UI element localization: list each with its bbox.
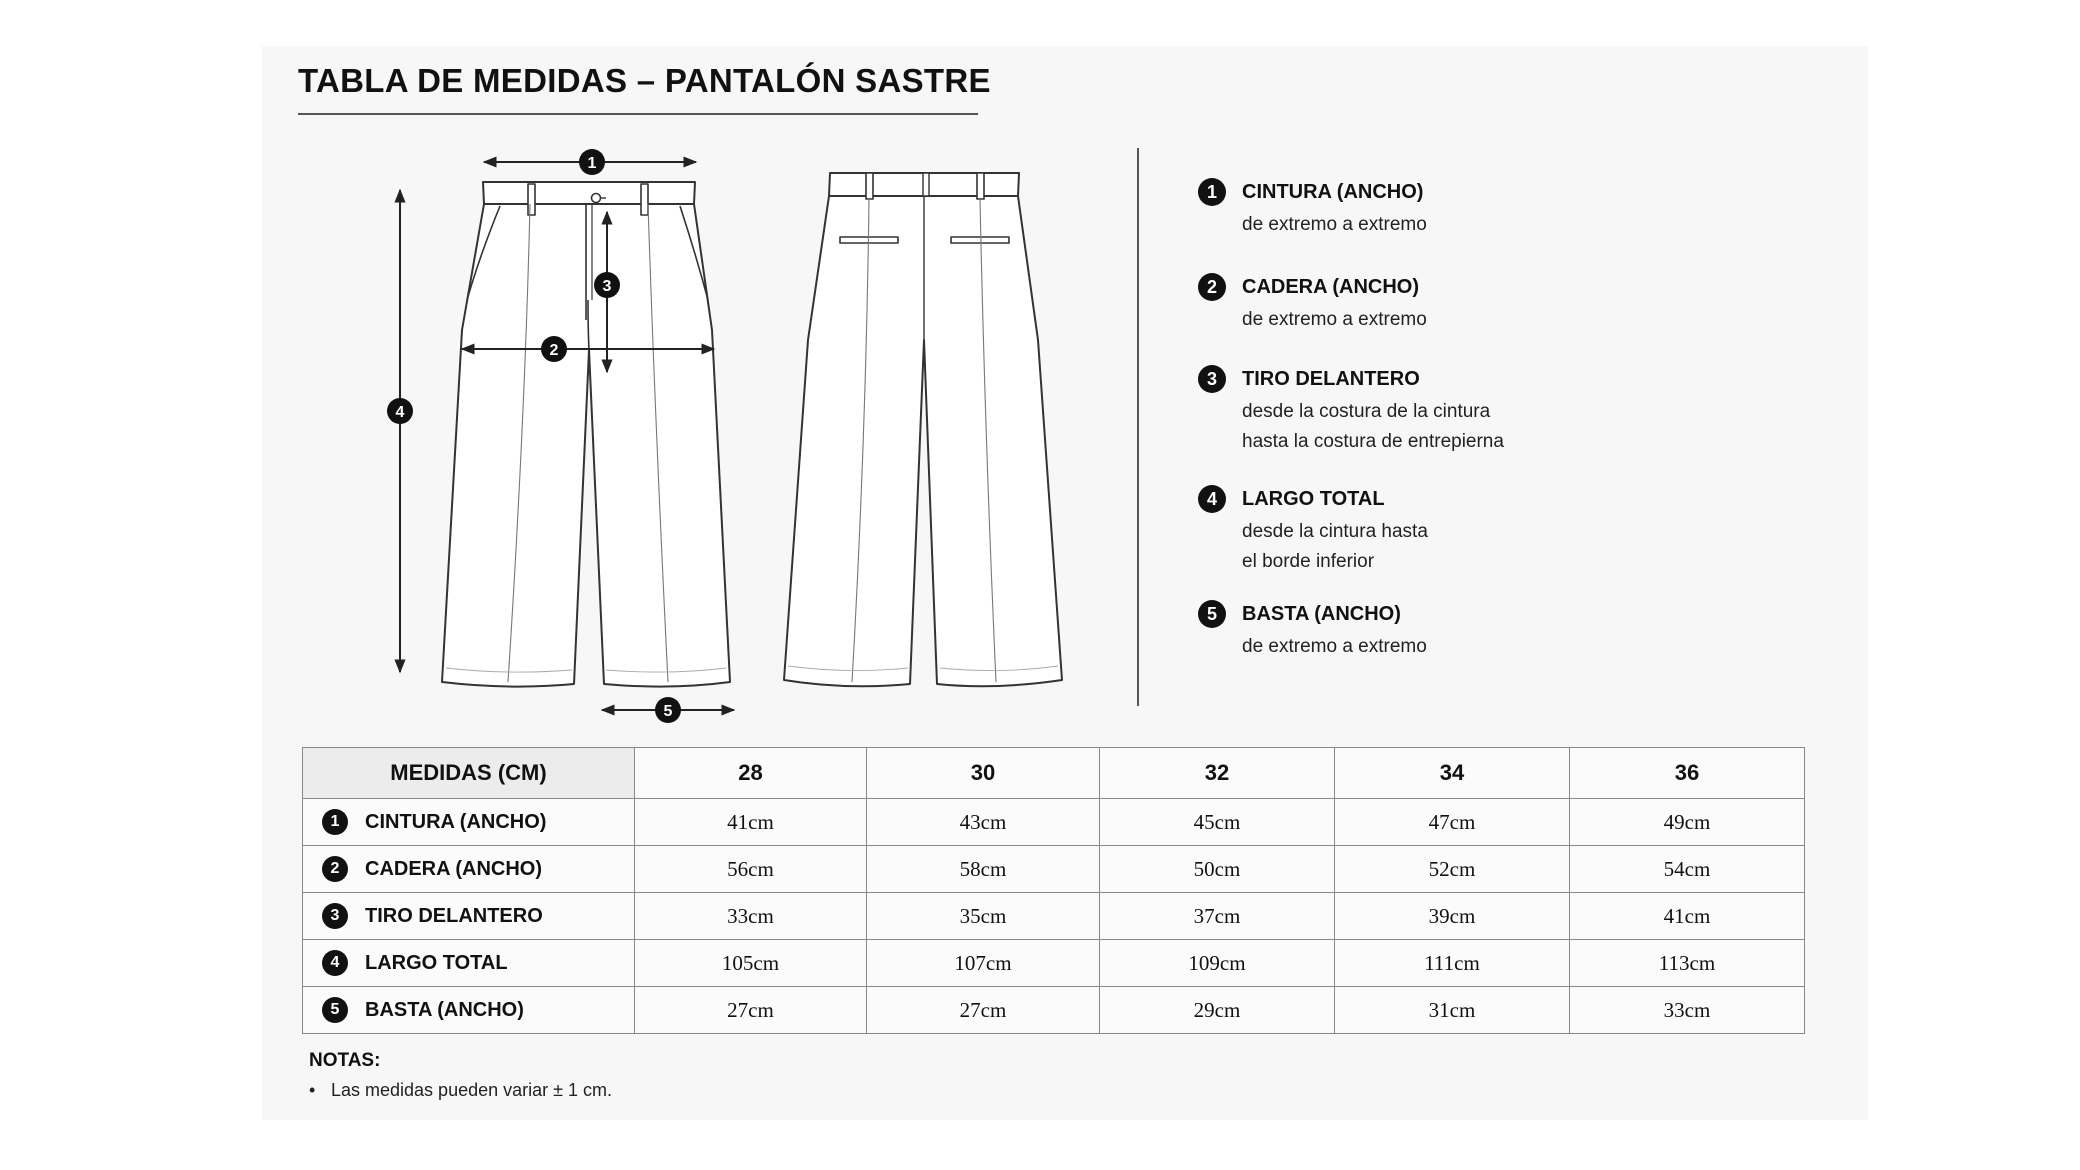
legend-description: de extremo a extremo [1242, 214, 1427, 235]
row-label: CINTURA (ANCHO) [365, 811, 547, 833]
table-cell: 37cm [1100, 893, 1335, 940]
row-number: 5 [322, 997, 348, 1023]
row-number: 4 [322, 950, 348, 976]
table-cell: 50cm [1100, 846, 1335, 893]
marker-3 [594, 272, 620, 298]
row-label-cell [303, 987, 635, 1034]
size-header: 30 [867, 748, 1100, 799]
notes-title: NOTAS: [309, 1050, 381, 1071]
table-cell: 47cm [1335, 799, 1570, 846]
row-number: 1 [322, 809, 348, 835]
marker-4-label: 4 [395, 404, 405, 421]
size-header: 28 [635, 748, 867, 799]
table-cell: 49cm [1570, 799, 1805, 846]
legend-description: de extremo a extremo [1242, 636, 1427, 657]
table-row [303, 987, 1805, 1034]
table-row [303, 846, 1805, 893]
marker-5 [655, 697, 681, 723]
table-cell: 56cm [635, 846, 867, 893]
table-cell: 45cm [1100, 799, 1335, 846]
notes-item [309, 1080, 612, 1101]
size-header: 34 [1335, 748, 1570, 799]
marker-2-label: 2 [549, 342, 559, 359]
legend-description: desde la cintura hasta [1242, 521, 1428, 542]
table-cell: 111cm [1335, 940, 1570, 987]
table-cell: 27cm [867, 987, 1100, 1034]
table-cell: 58cm [867, 846, 1100, 893]
vertical-divider [1137, 148, 1139, 706]
row-label: LARGO TOTAL [365, 952, 508, 974]
front-view-trousers [442, 182, 730, 687]
page-title: TABLA DE MEDIDAS – PANTALÓN SASTRE [298, 62, 991, 99]
legend-title: TIRO DELANTERO [1242, 368, 1420, 390]
table-row [303, 940, 1805, 987]
table-cell: 113cm [1570, 940, 1805, 987]
row-number: 3 [322, 903, 348, 929]
legend-description: hasta la costura de entrepierna [1242, 431, 1504, 452]
table-header-label: MEDIDAS (CM) [303, 748, 635, 799]
table-cell: 54cm [1570, 846, 1805, 893]
row-label-cell [303, 940, 635, 987]
table-header-row [303, 748, 1805, 799]
legend-title: CADERA (ANCHO) [1242, 276, 1420, 298]
notes-item-text: Las medidas pueden variar ± 1 cm. [331, 1080, 613, 1100]
bullet-icon: • [309, 1080, 316, 1100]
table-cell: 39cm [1335, 893, 1570, 940]
row-label: BASTA (ANCHO) [365, 999, 524, 1021]
table-cell: 31cm [1335, 987, 1570, 1034]
legend-title: CINTURA (ANCHO) [1242, 181, 1424, 203]
legend-description: de extremo a extremo [1242, 309, 1427, 330]
table-row [303, 799, 1805, 846]
marker-1 [579, 149, 605, 175]
marker-5-label: 5 [663, 703, 673, 720]
size-header: 36 [1570, 748, 1805, 799]
table-cell: 33cm [1570, 987, 1805, 1034]
legend-title: BASTA (ANCHO) [1242, 603, 1401, 625]
table-cell: 43cm [867, 799, 1100, 846]
table-cell: 41cm [1570, 893, 1805, 940]
table-cell: 35cm [867, 893, 1100, 940]
table-row [303, 893, 1805, 940]
legend-description: el borde inferior [1242, 551, 1375, 572]
back-view-trousers [784, 173, 1062, 686]
row-number: 2 [322, 856, 348, 882]
marker-3-label: 3 [602, 278, 612, 295]
row-label-cell [303, 893, 635, 940]
legend-number: 2 [1198, 273, 1226, 301]
legend-title: LARGO TOTAL [1242, 488, 1385, 510]
row-label: CADERA (ANCHO) [365, 858, 543, 880]
row-label-cell [303, 799, 635, 846]
table-cell: 33cm [635, 893, 867, 940]
marker-2 [541, 336, 567, 362]
legend-number: 5 [1198, 600, 1226, 628]
table-cell: 27cm [635, 987, 867, 1034]
size-table [302, 747, 1805, 1034]
table-cell: 109cm [1100, 940, 1335, 987]
size-header: 32 [1100, 748, 1335, 799]
table-cell: 107cm [867, 940, 1100, 987]
table-cell: 41cm [635, 799, 867, 846]
row-label-cell [303, 846, 635, 893]
table-cell: 52cm [1335, 846, 1570, 893]
marker-4 [387, 398, 413, 424]
marker-1-label: 1 [587, 155, 597, 172]
legend-number: 1 [1198, 178, 1226, 206]
legend-number: 3 [1198, 365, 1226, 393]
row-label: TIRO DELANTERO [365, 905, 543, 927]
legend-description: desde la costura de la cintura [1242, 401, 1491, 422]
legend-number: 4 [1198, 485, 1226, 513]
table-cell: 29cm [1100, 987, 1335, 1034]
table-cell: 105cm [635, 940, 867, 987]
